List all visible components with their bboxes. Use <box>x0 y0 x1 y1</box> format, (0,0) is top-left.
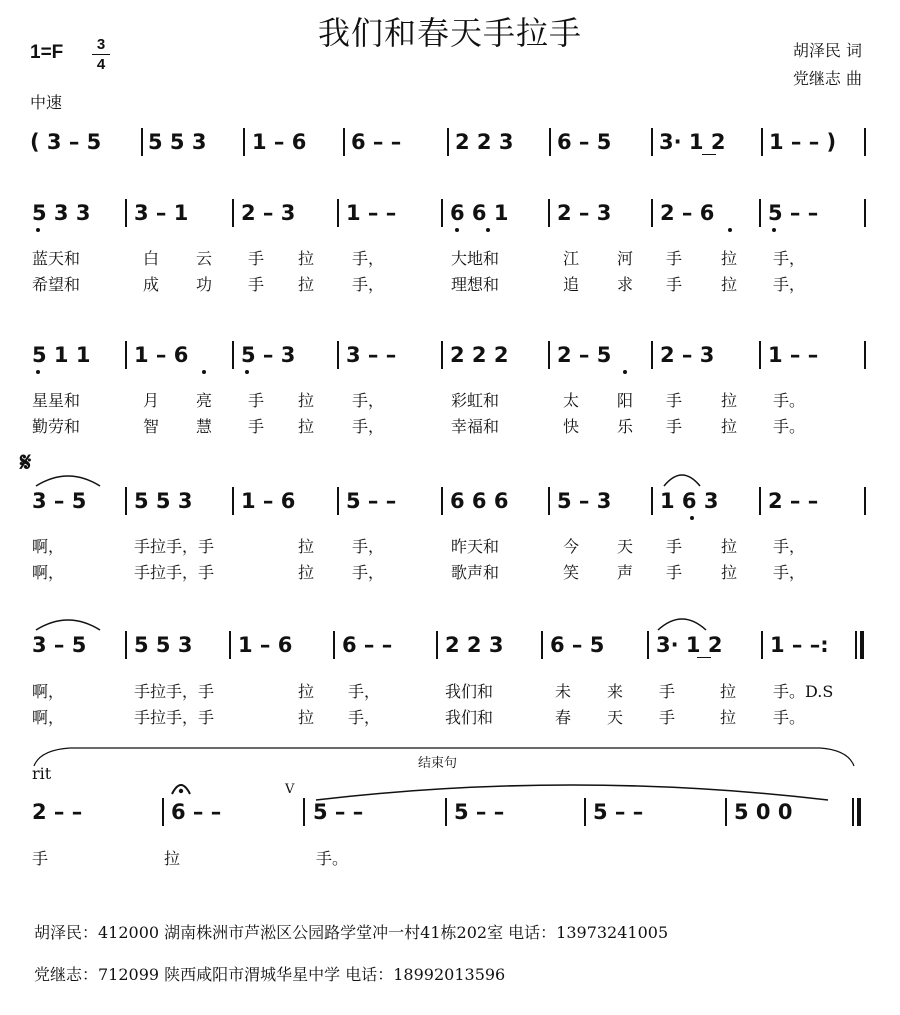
slur-mark <box>32 614 104 632</box>
lyric: 手。 <box>316 849 349 868</box>
lyric: 手拉手，手 <box>134 537 215 556</box>
song-title: 我们和春天手拉手 <box>317 14 582 52</box>
measure: 3 – 5 <box>32 633 87 657</box>
lyric: 手， <box>773 563 806 582</box>
measure: 2 – – <box>768 489 819 513</box>
lyric: 拉 <box>721 275 738 294</box>
measure: 6 – 5 <box>550 633 605 657</box>
lyric: 歌声和 <box>451 563 500 582</box>
measure: 5 – 3 <box>241 343 296 367</box>
measure: 2 2 3 <box>445 633 504 657</box>
lyric: 手 <box>248 275 265 294</box>
lyric: 手。D.S <box>773 682 834 701</box>
time-signature <box>92 36 110 73</box>
coda-label: 结束句 <box>418 756 458 771</box>
lyric: 拉 <box>298 708 315 727</box>
lyric: 手 <box>32 849 49 868</box>
lyric: 太 <box>563 391 580 410</box>
measure: 3 – – <box>346 343 397 367</box>
measure: 1 6 3 <box>660 489 719 513</box>
measure: 2 – 3 <box>660 343 715 367</box>
lyric: 手 <box>666 417 683 436</box>
measure: 6 – – <box>351 130 402 154</box>
lyric: 手， <box>352 417 385 436</box>
time-signature-bottom: 4 <box>96 56 106 73</box>
lyric: 拉 <box>721 391 738 410</box>
measure: 3 – 5 <box>32 489 87 513</box>
lyric: 河 <box>617 249 634 268</box>
lyric: 快 <box>563 417 580 436</box>
measure: ( 3 – 5 <box>30 130 102 154</box>
lyric: 手 <box>248 249 265 268</box>
lyric: 手。 <box>773 391 806 410</box>
lyric: 手。 <box>773 417 806 436</box>
measure: 6 6 6 <box>450 489 509 513</box>
lyric: 蓝天和 <box>32 249 81 268</box>
lyric: 白 <box>143 249 160 268</box>
breath-mark: V <box>285 782 295 797</box>
lyric: 手拉手，手 <box>134 708 215 727</box>
measure: 5 – – <box>346 489 397 513</box>
lyric: 拉 <box>720 708 737 727</box>
key-signature: 1=F <box>30 42 64 63</box>
lyric: 手 <box>666 537 683 556</box>
lyric: 手 <box>248 417 265 436</box>
rit-marking: rit <box>32 764 52 783</box>
lyric: 求 <box>617 275 634 294</box>
measure: 2 – 3 <box>557 201 612 225</box>
lyric: 江 <box>563 249 580 268</box>
lyric: 手 <box>666 563 683 582</box>
slur-mark <box>32 470 104 488</box>
lyric: 我们和 <box>445 708 494 727</box>
lyric: 成 <box>143 275 160 294</box>
measure: 5 – – <box>313 800 364 824</box>
lyric: 啊， <box>32 537 65 556</box>
lyric: 天 <box>607 708 624 727</box>
lyric: 拉 <box>298 275 315 294</box>
lyric: 拉 <box>298 391 315 410</box>
lyric: 大地和 <box>451 249 500 268</box>
tempo-marking: 中速 <box>30 93 63 112</box>
lyric: 春 <box>555 708 572 727</box>
measure: 2 – – <box>32 800 83 824</box>
lyric: 手， <box>352 249 385 268</box>
lyric: 未 <box>555 682 572 701</box>
lyric: 啊， <box>32 708 65 727</box>
lyric: 手 <box>666 249 683 268</box>
lyric: 手， <box>352 275 385 294</box>
lyric: 我们和 <box>445 682 494 701</box>
lyric: 啊， <box>32 563 65 582</box>
lyric: 拉 <box>720 682 737 701</box>
lyric: 手 <box>666 275 683 294</box>
lyric: 手， <box>348 682 381 701</box>
contact-lyricist: 胡泽民：412000 湖南株洲市芦淞区公园路学堂冲一村41栋202室 电话：13973241005 <box>34 923 669 942</box>
measure: 1 – – ) <box>769 130 837 154</box>
lyric: 拉 <box>721 417 738 436</box>
measure: 2 2 2 <box>450 343 509 367</box>
lyric: 追 <box>563 275 580 294</box>
measure: 3· 1 2 <box>659 130 726 154</box>
lyric: 理想和 <box>451 275 500 294</box>
measure: 3· 1 2 <box>656 633 723 657</box>
lyric: 手。 <box>773 708 806 727</box>
measure: 2 – 3 <box>241 201 296 225</box>
lyric: 希望和 <box>32 275 81 294</box>
lyric: 拉 <box>721 249 738 268</box>
slur-mark <box>660 468 704 488</box>
measure: 2 – 6 <box>660 201 715 225</box>
lyric: 啊， <box>32 682 65 701</box>
lyric: 手， <box>352 537 385 556</box>
lyric: 手 <box>659 682 676 701</box>
measure: 5 – – <box>768 201 819 225</box>
lyric: 拉 <box>298 682 315 701</box>
time-signature-top: 3 <box>96 36 106 53</box>
lyric: 星星和 <box>32 391 81 410</box>
contact-composer: 党继志：712099 陕西咸阳市渭城华星中学 电话：18992013596 <box>34 965 506 984</box>
lyric: 云 <box>196 249 213 268</box>
lyric: 手拉手，手 <box>134 682 215 701</box>
lyric: 慧 <box>196 417 213 436</box>
lyric: 拉 <box>298 563 315 582</box>
measure: 5 – – <box>454 800 505 824</box>
measure: 5 5 3 <box>148 130 207 154</box>
lyric: 手 <box>248 391 265 410</box>
segno-sign: 𝄋 <box>20 448 32 478</box>
lyric: 功 <box>196 275 213 294</box>
measure: 6 – – <box>171 800 222 824</box>
lyric: 来 <box>607 682 624 701</box>
measure: 2 2 3 <box>455 130 514 154</box>
measure: 5 1 1 <box>32 343 91 367</box>
lyric: 手， <box>352 563 385 582</box>
lyric: 手 <box>659 708 676 727</box>
lyricist-credit: 胡泽民 词 <box>792 41 862 60</box>
lyric: 手， <box>773 537 806 556</box>
measure: 5 5 3 <box>134 633 193 657</box>
lyric: 今 <box>563 537 580 556</box>
lyric: 拉 <box>298 249 315 268</box>
lyric: 智 <box>143 417 160 436</box>
lyric: 乐 <box>617 417 634 436</box>
lyric: 拉 <box>721 537 738 556</box>
composer-credit: 党继志 曲 <box>792 69 862 88</box>
lyric: 手， <box>352 391 385 410</box>
lyric: 拉 <box>298 417 315 436</box>
measure: 5 0 0 <box>734 800 793 824</box>
measure: 1 – 6 <box>252 130 307 154</box>
lyric: 拉 <box>298 537 315 556</box>
lyric: 手， <box>773 249 806 268</box>
fermata-icon <box>170 778 192 796</box>
measure: 1 – –: <box>770 633 829 657</box>
measure: 5 5 3 <box>134 489 193 513</box>
lyric: 彩虹和 <box>451 391 500 410</box>
lyric: 幸福和 <box>451 417 500 436</box>
measure: 1 – 6 <box>238 633 293 657</box>
measure: 6 – 5 <box>557 130 612 154</box>
lyric: 手， <box>348 708 381 727</box>
measure: 3 – 1 <box>134 201 189 225</box>
lyric: 亮 <box>196 391 213 410</box>
lyric: 笑 <box>563 563 580 582</box>
lyric: 手， <box>773 275 806 294</box>
tie-mark <box>312 780 832 802</box>
measure: 5 – 3 <box>557 489 612 513</box>
measure: 1 – – <box>768 343 819 367</box>
measure: 5 3 3 <box>32 201 91 225</box>
lyric: 手拉手，手 <box>134 563 215 582</box>
lyric: 勤劳和 <box>32 417 81 436</box>
lyric: 天 <box>617 537 634 556</box>
lyric: 拉 <box>164 849 181 868</box>
measure: 1 – 6 <box>241 489 296 513</box>
measure: 6 6 1 <box>450 201 509 225</box>
measure: 1 – 6 <box>134 343 189 367</box>
measure: 6 – – <box>342 633 393 657</box>
slur-mark <box>654 612 710 632</box>
lyric: 昨天和 <box>451 537 500 556</box>
measure: 1 – – <box>346 201 397 225</box>
lyric: 拉 <box>721 563 738 582</box>
measure: 5 – – <box>593 800 644 824</box>
lyric: 手 <box>666 391 683 410</box>
lyric: 月 <box>143 391 160 410</box>
lyric: 阳 <box>617 391 634 410</box>
lyric: 声 <box>617 563 634 582</box>
measure: 2 – 5 <box>557 343 612 367</box>
